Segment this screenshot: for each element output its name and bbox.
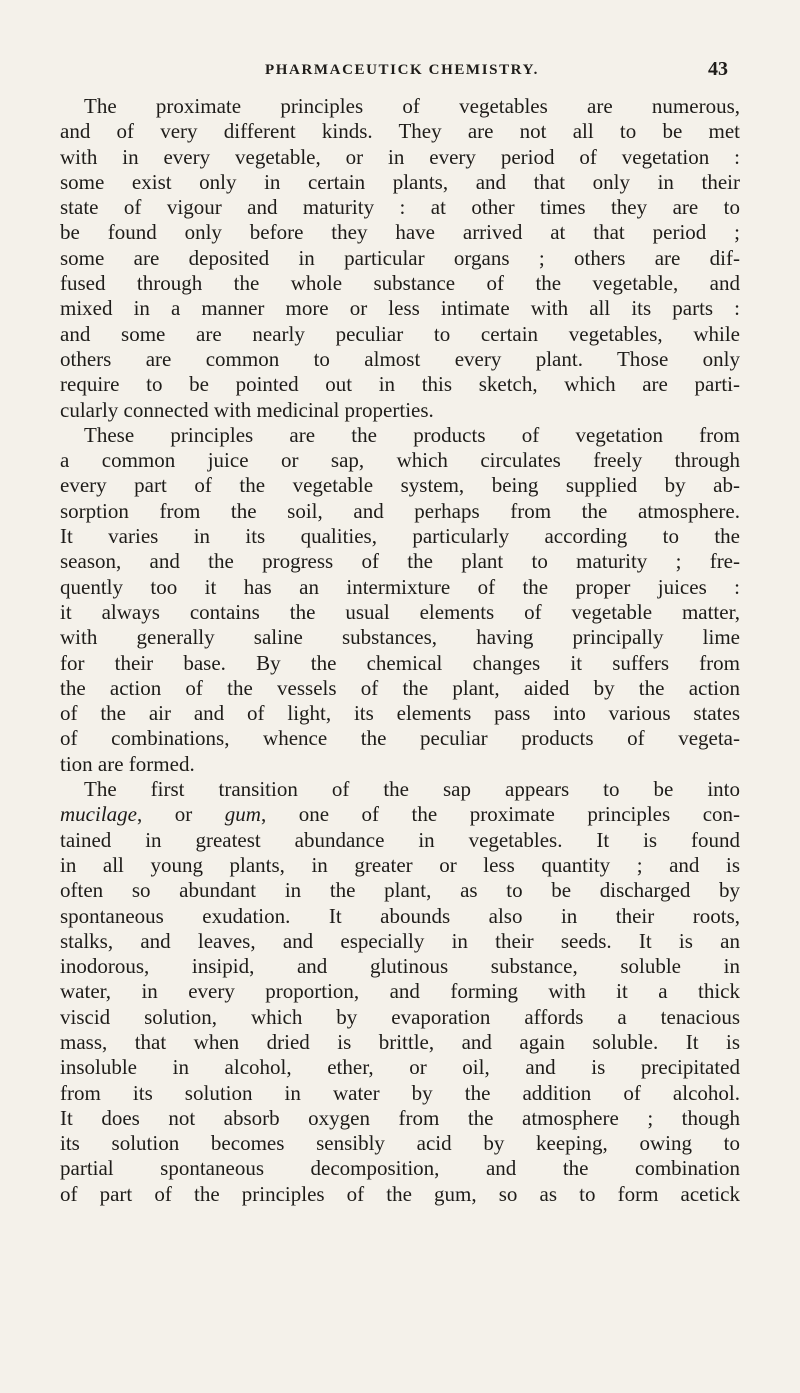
text-line: partial spontaneous decomposition, and the combination: [60, 1156, 740, 1181]
text-line: These principles are the products of vegetation from: [84, 422, 740, 447]
text-line: state of vigour and maturity : at other times they are to: [60, 195, 740, 220]
text-line: of part of the principles of the gum, so as to form acetick: [60, 1181, 740, 1206]
text-line: be found only before they have arrived at that period ;: [60, 220, 740, 245]
running-head: [56, 58, 748, 88]
text-line: The first transition of the sap appears to be into: [84, 777, 740, 802]
text-line: from its solution in water by the addition of alcohol.: [60, 1080, 740, 1105]
text-line: some exist only in certain plants, and that only in their: [60, 169, 740, 194]
body-text: [60, 94, 740, 1207]
text-line: quently too it has an intermixture of the proper juices :: [60, 574, 740, 599]
text-line: require to be pointed out in this sketch, which are parti-: [60, 372, 740, 397]
text-line: and of very different kinds. They are not all to be met: [60, 119, 740, 144]
text-line: cularly connected with medicinal properties.: [60, 397, 434, 422]
text-line: The proximate principles of vegetables are numerous,: [84, 94, 740, 118]
running-title: PHARMACEUTICK CHEMISTRY.: [264, 62, 539, 78]
text-line: insoluble in alcohol, ether, or oil, and is precipitated: [60, 1055, 740, 1080]
text-line: It does not absorb oxygen from the atmosphere ; though: [60, 1105, 740, 1130]
text-line: mucilage, or gum, one of the proximate principles con-: [60, 802, 740, 827]
text-line: every part of the vegetable system, being supplied by ab-: [60, 473, 740, 498]
text-line: inodorous, insipid, and glutinous substance, soluble in: [60, 954, 740, 979]
text-line: fused through the whole substance of the vegetable, and: [60, 271, 740, 296]
text-line: spontaneous exudation. It abounds also in their roots,: [60, 903, 740, 928]
text-line: mixed in a manner more or less intimate with all its parts :: [60, 296, 740, 321]
text-line: water, in every proportion, and forming with it a thick: [60, 979, 740, 1004]
text-line: the action of the vessels of the plant, aided by the action: [60, 675, 740, 700]
text-line: with in every vegetable, or in every period of vegetation :: [60, 144, 740, 169]
text-line: It varies in its qualities, particularly according to the: [60, 524, 740, 549]
text-line: others are common to almost every plant. Those only: [60, 346, 740, 371]
text-line: season, and the progress of the plant to maturity ; fre-: [60, 549, 740, 574]
text-line: with generally saline substances, having principally lime: [60, 625, 740, 650]
text-line: its solution becomes sensibly acid by keeping, owing to: [60, 1131, 740, 1156]
text-line: mass, that when dried is brittle, and again soluble. It is: [60, 1029, 740, 1054]
page-number: 43: [708, 58, 728, 80]
text-line: of the air and of light, its elements pass into various states: [60, 701, 740, 726]
text-line: often so abundant in the plant, as to be discharged by: [60, 878, 740, 903]
text-line: in all young plants, in greater or less quantity ; and is: [60, 852, 740, 877]
text-line: stalks, and leaves, and especially in their seeds. It is an: [60, 928, 740, 953]
text-line: a common juice or sap, which circulates freely through: [60, 448, 740, 473]
text-line: for their base. By the chemical changes it suffers from: [60, 650, 740, 675]
text-line: it always contains the usual elements of vegetable matter,: [60, 599, 740, 624]
text-line: sorption from the soil, and perhaps from the atmosphere.: [60, 498, 740, 523]
text-line: tained in greatest abundance in vegetables. It is found: [60, 827, 740, 852]
text-line: and some are nearly peculiar to certain vegetables, while: [60, 321, 740, 346]
text-line: some are deposited in particular organs ; others are dif-: [60, 245, 740, 270]
text-line: of combinations, whence the peculiar products of vegeta-: [60, 726, 740, 751]
text-line: tion are formed.: [60, 751, 195, 776]
text-line: viscid solution, which by evaporation affords a tenacious: [60, 1004, 740, 1029]
